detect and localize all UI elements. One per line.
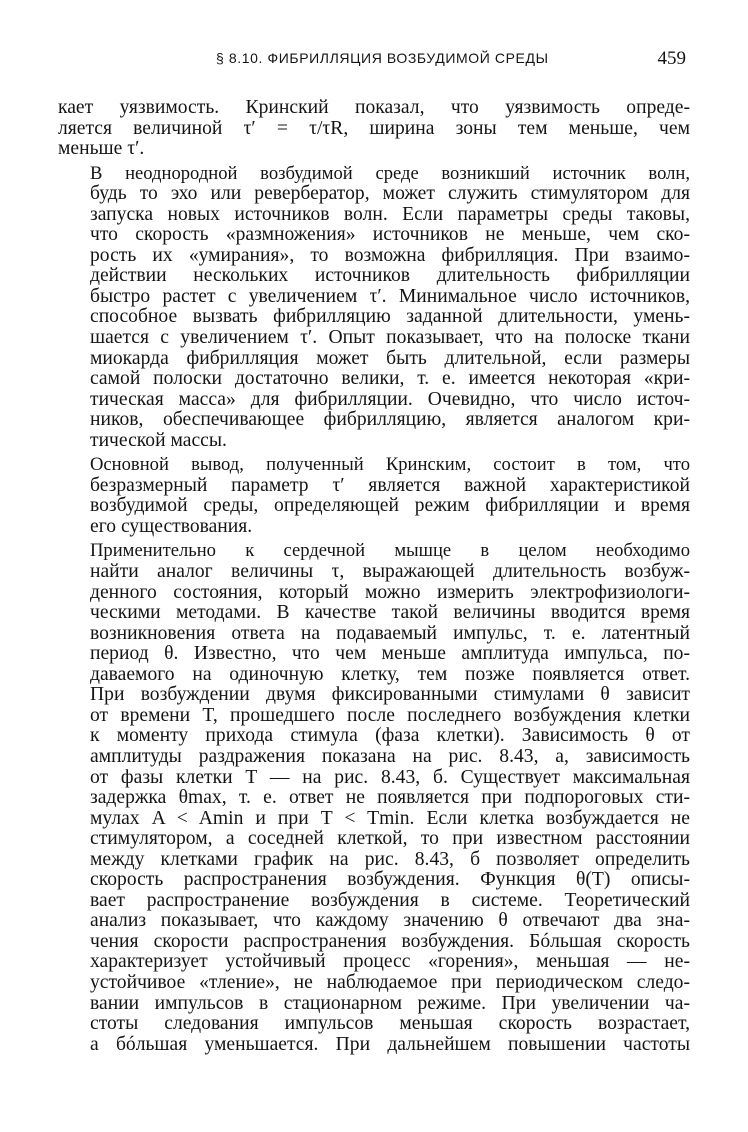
text-line: амплитуды раздражения показана на рис. 8.43, а, зависимость [90,745,690,767]
text-line: способное вызвать фибрилляцию заданной длительности, умень- [90,306,690,328]
text-line: а бóльшая уменьшается. При дальнейшем повышении частоты [90,1033,690,1055]
text-line: между клетками график на рис. 8.43, б позволяет определить [90,848,690,870]
running-title: § 8.10. ФИБРИЛЛЯЦИЯ ВОЗБУДИМОЙ СРЕДЫ [216,50,549,66]
text-line: кает уязвимость. Кринский показал, что уязвимость опреде- [58,97,690,118]
text-line: возникновения ответа на подаваемый импульс, т. е. латентный [90,622,690,644]
text-line: действии нескольких источников длительность фибрилляции [90,265,690,287]
paragraph-continued [58,98,690,160]
text-line: тической массы. [90,429,227,451]
text-line: анализ показывает, что каждому значению θ отвечают два зна- [90,910,690,932]
text-line: что скорость «размножения» источников не меньше, чем ско- [90,224,690,246]
text-line: возбудимой среды, определяющей режим фибрилляции и время [90,495,690,517]
text-line: Основной вывод, полученный Кринским, состоит в том, что [90,454,690,476]
text-line: ческими методами. В качестве такой величины вводится время [90,602,690,624]
text-line: его существования. [90,515,253,537]
text-line: ляется величиной τ′ = τ/τR, ширина зоны тем меньше, чем [58,117,690,139]
text-line: устойчивое «тление», не наблюдаемое при периодическом следо- [90,971,690,993]
text-line: вает распространение возбуждения в системе. Теоретический [90,889,690,911]
paragraph-heart-muscle [58,541,690,1055]
text-line: безразмерный параметр τ′ является важной характеристикой [90,474,690,496]
text-line: миокарда фибрилляция может быть длительной, если размеры [90,347,690,369]
text-line: задержка θmax, т. е. ответ не появляется при подпороговых сти- [90,787,690,809]
text-line: быстро растет с увеличением τ′. Минимальное число источников, [90,285,690,307]
text-line: стимулятором, а соседней клеткой, то при известном расстоянии [90,828,690,850]
page-body [58,98,690,1055]
paragraph-conclusion [58,455,690,537]
text-line: ников, обеспечивающее фибрилляцию, является аналогом кри- [90,409,690,431]
page-number: 459 [657,48,686,69]
text-line: Применительно к сердечной мышце в целом необходимо [90,540,690,562]
text-line: денного состояния, который можно измерить электрофизиологи- [90,581,690,603]
paragraph-fibrillation [58,164,690,452]
text-line: вании импульсов в стационарном режиме. При увеличении ча- [90,992,690,1014]
text-line: скорость распространения возбуждения. Функция θ(T) описы- [90,869,690,891]
text-line: период θ. Известно, что чем меньше амплитуда импульса, по- [90,643,690,665]
text-line: меньше τ′. [58,138,145,160]
text-line: найти аналог величины τ, выражающей длительность возбуж- [90,561,690,583]
text-line: чения скорости распространения возбуждения. Бóльшая скорость [90,930,690,952]
text-line: от времени T, прошедшего после последнего возбуждения клетки [90,704,690,726]
text-line: к моменту прихода стимула (фаза клетки). Зависимость θ от [90,725,690,747]
text-line: стоты следования импульсов меньшая скорость возрастает, [90,1013,690,1035]
text-line: даваемого на одиночную клетку, тем позже появляется ответ. [90,663,690,685]
text-line: При возбуждении двумя фиксированными стимулами θ зависит [90,684,690,706]
text-line: рость их «умирания», то возможна фибрилляция. При взаимо- [90,244,690,266]
text-line: шается с увеличением τ′. Опыт показывает, что на полоске ткани [90,327,690,349]
text-line: будь то эхо или ревербератор, может служить стимулятором для [90,183,690,205]
text-line: характеризует устойчивый процесс «горения», меньшая — не- [90,951,690,973]
page-header [58,48,688,72]
text-line: запуска новых источников волн. Если параметры среды таковы, [90,203,690,225]
text-line: мулах A < Amin и при T < Tmin. Если клетка возбуждается не [90,807,690,829]
text-line: В неоднородной возбудимой среде возникший источник волн, [90,162,690,184]
text-line: тическая масса» для фибрилляции. Очевидно, что число источ- [90,388,690,410]
text-line: самой полоски достаточно велики, т. е. имеется некоторая «кри- [90,368,690,390]
text-line: от фазы клетки T — на рис. 8.43, б. Существует максимальная [90,766,690,788]
